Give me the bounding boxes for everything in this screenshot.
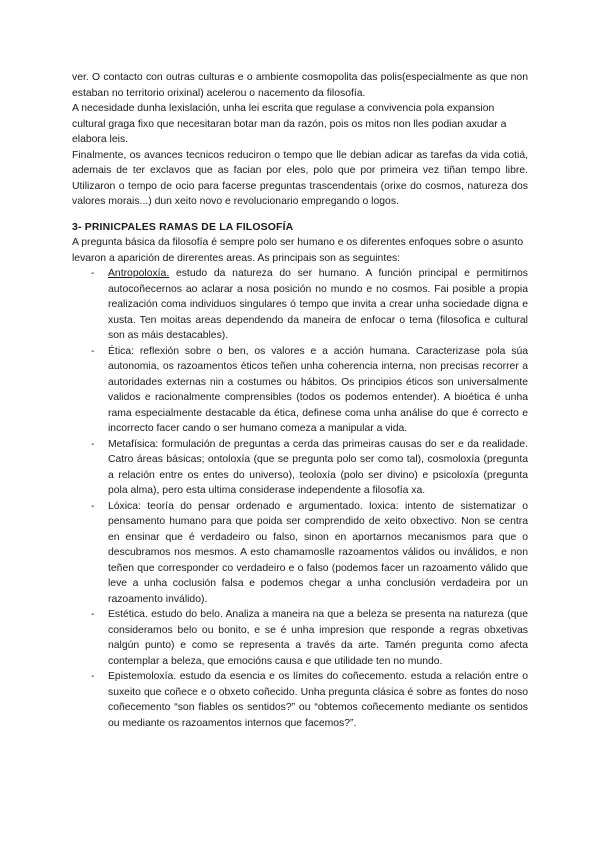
list-item-epistemoloxia <box>72 669 528 731</box>
paragraph-polis-context: ver. O contacto con outras culturas e o ambiente cosmopolita das polis(especialmente as que non estaban no territorio orixinal) acelerou o nacemento da filosofía. <box>72 72 528 99</box>
bullet-dash: - <box>91 671 95 682</box>
branch-text: Estética. estudo do belo. Analiza a maneira na que a beleza se presenta na natureza (que consideramos belo ou bonito, e se é unha impresion que responde a regras obxetivas nalgún punto) e como se representa a través da arte. Tamén pregunta como afecta contemplar a beleza, que emocións causa e que utilidade ten no mundo. <box>108 609 528 667</box>
list-item-antropoloxia <box>72 266 528 344</box>
branch-text: Lóxica: teoría do pensar ordenado e argumentado. loxica: intento de sistematizar o pensamento humano para que poida ser comprendido de xeito obxectivo. Non se centra en ensinar que é verdadeiro ou falso, sinon en aportarnos mecanismos para que o descubramos nos mesmos. A esto chamamoslle razoamentos válidos ou inválidos, e non teñen que corresponder co verdadeiro e o falso (podemos facer un razoamento válido que leve a unha coclusión falsa e podemos chegar a unha conclusión verdadeira por un razoamento inválido). <box>108 500 528 605</box>
branch-term: Antropoloxía. <box>108 268 170 279</box>
bullet-dash: - <box>91 609 95 620</box>
list-item-estetica <box>72 607 528 669</box>
section-heading: 3- PRINICPALES RAMAS DE LA FILOSOFÍA <box>72 221 294 233</box>
paragraph-technical-advances: Finalmente, os avances tecnicos reduciron o tempo que lle debian adicar as tarefas da vida cotiá, ademais de ter exclavos que as facian por eles, polo que por primeira vez tiñan tempo libre. Utilizaron o tempo de ocio para facerse preguntas trascendentais (orixe do cosmos, natureza dos valores morais...) dun xeito novo e revolucionario empregando o logos. <box>72 149 528 207</box>
bullet-dash: - <box>91 438 95 450</box>
branches-list <box>72 266 528 731</box>
branch-text: Ética: reflexión sobre o ben, os valores e a acción humana. Caracterizase pola súa autonomia, os razoamentos éticos teñen unha coherencia interna, non precisas recorrer a autoridades externas nin a costumes ou hábitos. Os principios éticos son universalmente validos e racionalmente comprensibles (todos os podemos entender). A bioética é unha rama especialmente destacable da ética, definese coma unha análise do que é correcto e incorrecto facer cando o ser humano comeza a manipular a vida. <box>108 345 528 434</box>
branch-text: Metafísica: formulación de preguntas a cerda das primeiras causas do ser e da realidade. Catro áreas básicas; ontoloxía (que se pregunta polo ser como tal), cosmoloxía (pregunta a relación entre os entes do universo), teoloxía (polo ser divino) e psicoloxía (pregunta pola alma), pero esta ultima considerase independente a filosofía xa. <box>108 438 528 496</box>
branch-text: Epistemoloxía. estudo da esencia e os límites do coñecemento. estuda a relación entre o suxeito que coñece e o obxeto coñecido. Unha pregunta clásica é sobre as fontes do noso coñecemento “son fiables os sentidos?” ou “obtemos coñecemento mediante os sentidos ou mediante os razoamentos internos que facemos?”. <box>108 671 528 729</box>
bullet-dash: - <box>91 500 95 512</box>
list-item-loxica <box>72 499 528 608</box>
section-intro: A pregunta básica da filosofía é sempre polo ser humano e os diferentes enfoques sobre o asunto levaron a aparición de direrentes areas. As principais son as seguintes: <box>72 237 524 264</box>
list-item-metafisica <box>72 437 528 499</box>
bullet-dash: - <box>91 268 95 279</box>
branch-text: estudo da natureza do ser humano. A función principal e permitirnos autocoñecernos ao aclarar a nosa posición no mundo e no cosmos. Fai posible a propia realización coma individuos singulares ó tempo que invita a crear unha sociedade digna e xusta. Ten moitas areas dependendo da maneira de enfocar o tema (filosofica e cultural son as máis destacables). <box>108 268 528 341</box>
bullet-dash: - <box>91 345 95 357</box>
list-item-etica <box>72 344 528 437</box>
section-spacer <box>72 210 528 220</box>
paragraph-legislation: A necesidade dunha lexislación, unha lei escrita que regulase a convivencia pola expansion cultural graga fixo que necesitaran botar man da razón, pois os mitos non lles podian axudar a elabora leis. <box>72 103 507 145</box>
